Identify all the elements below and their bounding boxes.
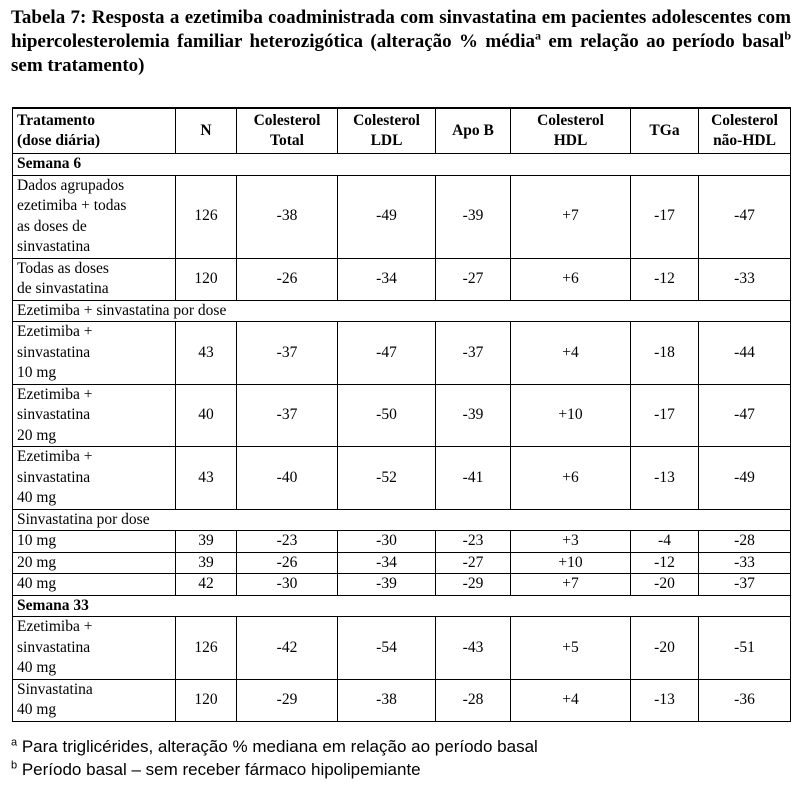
value-cell: -4 xyxy=(631,531,699,553)
section-header-row xyxy=(13,154,791,176)
table-caption xyxy=(11,6,791,78)
caption-text-1: Tabela 7: Resposta a ezetimiba coadministrada com sinvastatina em pacientes adolescentes com hipercolesterolemia familiar heterozigótica (alteração % média xyxy=(11,7,791,52)
value-cell: -29 xyxy=(237,679,338,721)
results-table xyxy=(12,107,791,722)
value-cell: -17 xyxy=(631,175,699,258)
value-cell: -30 xyxy=(237,574,338,596)
value-cell: -27 xyxy=(436,552,511,574)
table-row xyxy=(13,531,791,553)
table-row xyxy=(13,617,791,680)
value-cell: -50 xyxy=(338,384,436,447)
table-row xyxy=(13,574,791,596)
column-header: Apo B xyxy=(436,108,511,154)
column-header: TGa xyxy=(631,108,699,154)
value-cell: 43 xyxy=(176,322,237,385)
table-row xyxy=(13,447,791,510)
value-cell: -42 xyxy=(237,617,338,680)
table-header-row xyxy=(13,108,791,154)
caption-footnote-mark-a: a xyxy=(534,28,541,43)
value-cell: -36 xyxy=(699,679,791,721)
value-cell: -51 xyxy=(699,617,791,680)
footnotes xyxy=(11,735,791,781)
value-cell: -43 xyxy=(436,617,511,680)
value-cell: 120 xyxy=(176,679,237,721)
value-cell: -37 xyxy=(436,322,511,385)
subsection-header-row xyxy=(13,509,791,531)
footnote-text: Para triglicérides, alteração % mediana em relação ao período basal xyxy=(17,737,538,756)
column-header: Colesterol não-HDL xyxy=(699,108,791,154)
value-cell: -34 xyxy=(338,258,436,300)
table-row xyxy=(13,322,791,385)
value-cell: -28 xyxy=(699,531,791,553)
value-cell: 126 xyxy=(176,617,237,680)
value-cell: +5 xyxy=(511,617,631,680)
table-row xyxy=(13,175,791,258)
value-cell: -33 xyxy=(699,258,791,300)
treatment-cell: Sinvastatina 40 mg xyxy=(13,679,176,721)
section-header-row xyxy=(13,595,791,617)
value-cell: -34 xyxy=(338,552,436,574)
value-cell: -40 xyxy=(237,447,338,510)
value-cell: +6 xyxy=(511,258,631,300)
value-cell: +6 xyxy=(511,447,631,510)
value-cell: -17 xyxy=(631,384,699,447)
column-header: Colesterol LDL xyxy=(338,108,436,154)
column-header: Colesterol HDL xyxy=(511,108,631,154)
caption-text-3: sem tratamento) xyxy=(11,55,145,76)
table-row xyxy=(13,384,791,447)
value-cell: -37 xyxy=(699,574,791,596)
footnote-a xyxy=(11,735,791,758)
value-cell: -38 xyxy=(237,175,338,258)
treatment-cell: Ezetimiba + sinvastatina 40 mg xyxy=(13,447,176,510)
value-cell: -23 xyxy=(237,531,338,553)
value-cell: -26 xyxy=(237,258,338,300)
treatment-cell: Ezetimiba + sinvastatina 20 mg xyxy=(13,384,176,447)
value-cell: 39 xyxy=(176,531,237,553)
column-header: N xyxy=(176,108,237,154)
subsection-label: Ezetimiba + sinvastatina por dose xyxy=(13,300,791,322)
value-cell: -47 xyxy=(699,175,791,258)
footnote-text: Período basal – sem receber fármaco hipolipemiante xyxy=(17,760,421,779)
section-label: Semana 33 xyxy=(13,595,791,617)
value-cell: -20 xyxy=(631,574,699,596)
value-cell: 43 xyxy=(176,447,237,510)
value-cell: -47 xyxy=(338,322,436,385)
value-cell: +7 xyxy=(511,574,631,596)
value-cell: 126 xyxy=(176,175,237,258)
column-header: Colesterol Total xyxy=(237,108,338,154)
table-row xyxy=(13,258,791,300)
treatment-cell: Ezetimiba + sinvastatina 10 mg xyxy=(13,322,176,385)
value-cell: -28 xyxy=(436,679,511,721)
value-cell: -54 xyxy=(338,617,436,680)
value-cell: -12 xyxy=(631,552,699,574)
footnote-mark: a xyxy=(11,736,18,749)
subsection-header-row xyxy=(13,300,791,322)
value-cell: 39 xyxy=(176,552,237,574)
caption-text-2: em relação ao período basal xyxy=(540,31,785,52)
column-header: Tratamento (dose diária) xyxy=(13,108,176,154)
treatment-cell: 20 mg xyxy=(13,552,176,574)
value-cell: -39 xyxy=(436,384,511,447)
treatment-cell: Todas as doses de sinvastatina xyxy=(13,258,176,300)
value-cell: -37 xyxy=(237,322,338,385)
value-cell: -12 xyxy=(631,258,699,300)
value-cell: -20 xyxy=(631,617,699,680)
value-cell: 42 xyxy=(176,574,237,596)
value-cell: -18 xyxy=(631,322,699,385)
table-body xyxy=(13,154,791,722)
value-cell: -13 xyxy=(631,447,699,510)
value-cell: 40 xyxy=(176,384,237,447)
value-cell: -49 xyxy=(699,447,791,510)
value-cell: +10 xyxy=(511,552,631,574)
value-cell: -30 xyxy=(338,531,436,553)
value-cell: -47 xyxy=(699,384,791,447)
value-cell: +7 xyxy=(511,175,631,258)
caption-footnote-mark-b: b xyxy=(784,28,791,43)
footnote-b xyxy=(11,758,791,781)
value-cell: -23 xyxy=(436,531,511,553)
treatment-cell: Dados agrupados ezetimiba + todas as doses de sinvastatina xyxy=(13,175,176,258)
table-row xyxy=(13,552,791,574)
value-cell: -29 xyxy=(436,574,511,596)
value-cell: +3 xyxy=(511,531,631,553)
value-cell: -39 xyxy=(436,175,511,258)
value-cell: 120 xyxy=(176,258,237,300)
value-cell: +4 xyxy=(511,322,631,385)
value-cell: +10 xyxy=(511,384,631,447)
value-cell: -49 xyxy=(338,175,436,258)
value-cell: -26 xyxy=(237,552,338,574)
treatment-cell: 10 mg xyxy=(13,531,176,553)
value-cell: -41 xyxy=(436,447,511,510)
value-cell: -44 xyxy=(699,322,791,385)
table-row xyxy=(13,679,791,721)
value-cell: -27 xyxy=(436,258,511,300)
value-cell: -52 xyxy=(338,447,436,510)
treatment-cell: 40 mg xyxy=(13,574,176,596)
value-cell: -38 xyxy=(338,679,436,721)
value-cell: -37 xyxy=(237,384,338,447)
value-cell: +4 xyxy=(511,679,631,721)
value-cell: -33 xyxy=(699,552,791,574)
subsection-label: Sinvastatina por dose xyxy=(13,509,791,531)
value-cell: -13 xyxy=(631,679,699,721)
section-label: Semana 6 xyxy=(13,154,791,176)
value-cell: -39 xyxy=(338,574,436,596)
footnote-mark: b xyxy=(11,759,18,772)
treatment-cell: Ezetimiba + sinvastatina 40 mg xyxy=(13,617,176,680)
